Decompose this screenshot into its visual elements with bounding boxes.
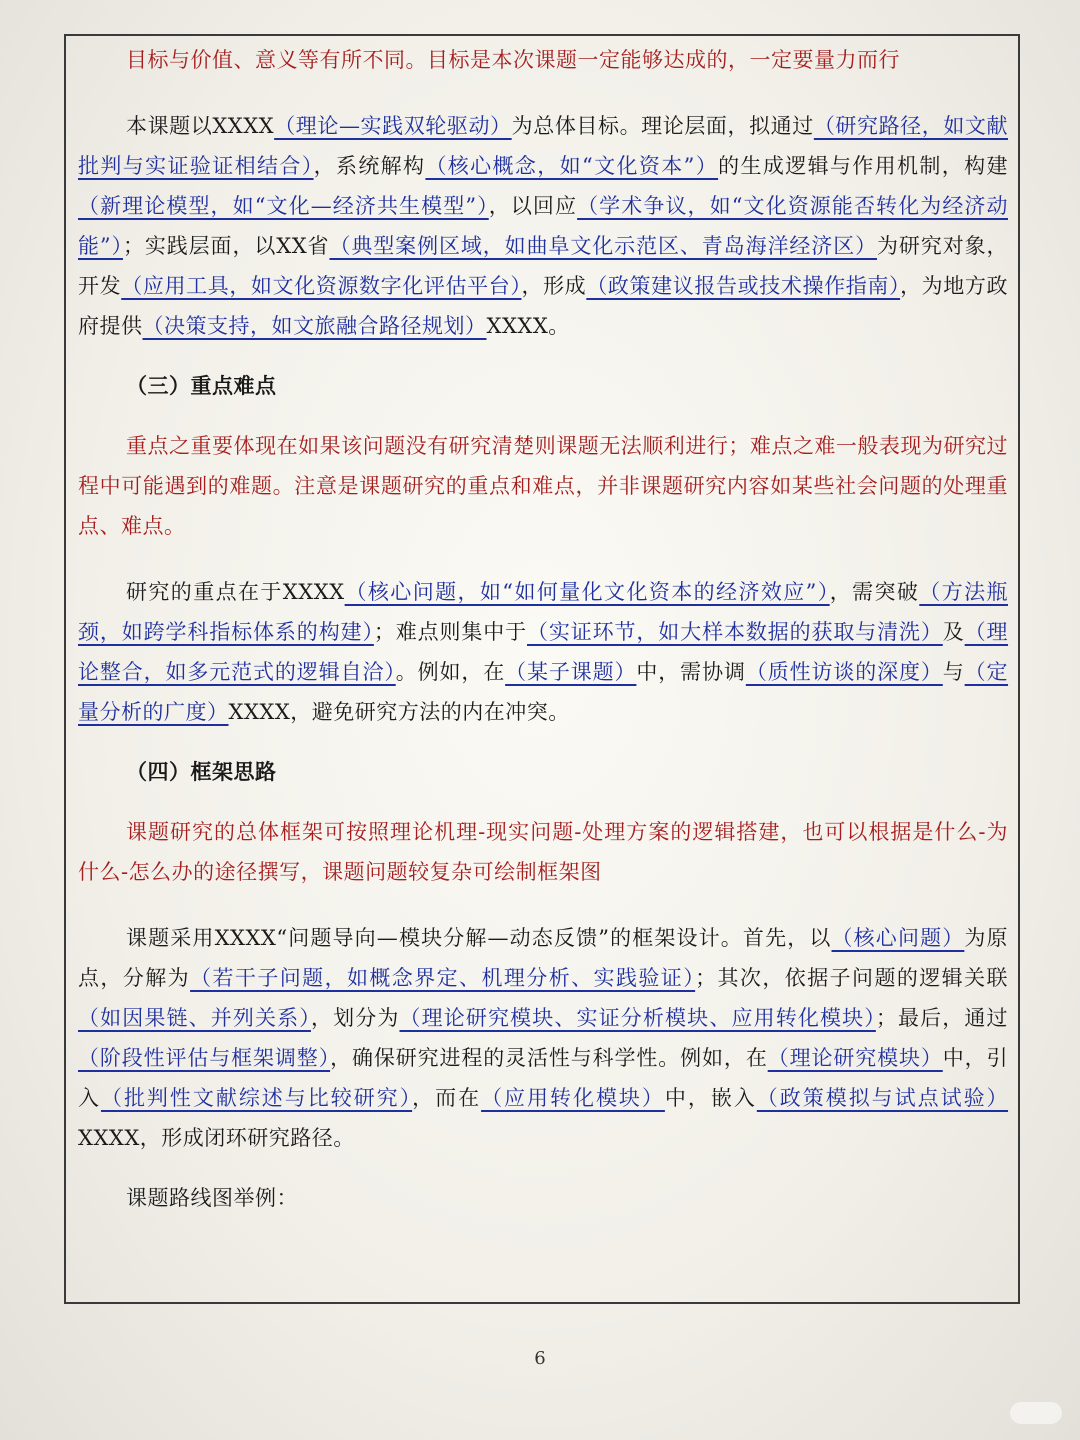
placeholder-hint: （如因果链、并列关系） (78, 1006, 311, 1030)
roadmap-example-label: 课题路线图举例： (126, 1186, 298, 1210)
text-run: ，以回应 (488, 194, 578, 218)
page-number: 6 (534, 1348, 546, 1369)
placeholder-hint: （定量分析的广度） (78, 660, 1009, 724)
text-run: XXXX，形成闭环研究路径。 (78, 1126, 355, 1150)
page-frame (64, 34, 1020, 1304)
placeholder-hint: （学术争议，如“文化资源能否转化为经济动能”） (78, 194, 1008, 258)
key-difficulties-paragraph (78, 572, 1008, 732)
text-run: ，系统解构 (313, 154, 426, 178)
goal-guidance-note: 目标与价值、意义等有所不同。目标是本次课题一定能够达成的，一定要量力而行 (126, 48, 900, 72)
text-run: 课题采用XXXX“问题导向—模块分解—动态反馈”的框架设计。首先，以 (126, 926, 832, 950)
framework-guidance-note: 课题研究的总体框架可按照理论机理-现实问题-处理方案的逻辑搭建，也可以根据是什么-为什么-怎么办的途径撰写，课题问题较复杂可绘制框架图 (78, 820, 1008, 884)
watermark-badge (1010, 1402, 1062, 1424)
text-run: 本课题以XXXX (126, 114, 275, 138)
text-run: 及 (942, 620, 965, 644)
placeholder-hint: （批判性文献综述与比较研究） (100, 1086, 413, 1110)
text-run: ；最后，通过 (875, 1006, 1009, 1030)
placeholder-hint: （应用转化模块） (481, 1086, 665, 1110)
text-run: 为总体目标。理论层面，拟通过 (511, 114, 814, 138)
text-run: 。例如，在 (395, 660, 506, 684)
text-run: XXXX，避免研究方法的内在冲突。 (228, 700, 570, 724)
section-heading-key-difficulties: （三）重点难点 (126, 374, 277, 398)
text-run: 与 (942, 660, 965, 684)
framework-paragraph (78, 918, 1008, 1158)
placeholder-hint: （政策模拟与试点试验） (756, 1086, 1009, 1110)
placeholder-hint: （某子课题） (505, 660, 637, 684)
placeholder-hint: （典型案例区域，如曲阜文化示范区、青岛海洋经济区） (329, 234, 877, 258)
text-run: 中，引入 (78, 1046, 1009, 1110)
text-run: ，确保研究进程的灵活性与科学性。例如，在 (330, 1046, 768, 1070)
text-run: ；实践层面，以XX省 (122, 234, 330, 258)
goal-paragraph (78, 106, 1008, 346)
text-run: ，需突破 (829, 580, 920, 604)
text-run: 研究的重点在于XXXX (126, 580, 345, 604)
section-heading-framework: （四）框架思路 (126, 760, 277, 784)
placeholder-hint: （新理论模型，如“文化—经济共生模型”） (78, 194, 489, 218)
placeholder-hint: （理论整合，如多元范式的逻辑自洽） (78, 620, 1009, 684)
text-run: 的生成逻辑与作用机制，构建 (718, 154, 1009, 178)
placeholder-hint: （决策支持，如文旅融合路径规划） (142, 314, 487, 338)
document-content (78, 40, 1008, 1218)
placeholder-hint: （阶段性评估与框架调整） (78, 1046, 331, 1070)
text-run: ，为地方政府提供 (78, 274, 1009, 338)
text-run: 中，需协调 (636, 660, 746, 684)
text-run: ；难点则集中于 (373, 620, 528, 644)
placeholder-hint: （若干子问题，如概念界定、机理分析、实践验证） (190, 966, 696, 990)
text-run: 中，嵌入 (664, 1086, 757, 1110)
text-run: 为原点，分解为 (78, 926, 1009, 990)
key-difficulties-guidance-note: 重点之重要体现在如果该问题没有研究清楚则课题无法顺利进行；难点之难一般表现为研究过程中可能遇到的难题。注意是课题研究的重点和难点，并非课题研究内容如某些社会问题的处理重点、难点。 (78, 434, 1008, 538)
placeholder-hint: （理论研究模块） (767, 1046, 943, 1070)
placeholder-hint: （方法瓶颈，如跨学科指标体系的构建） (78, 580, 1008, 644)
text-run: ；其次，依据子问题的逻辑关联 (695, 966, 1009, 990)
placeholder-hint: （理论—实践双轮驱动） (274, 114, 512, 138)
placeholder-hint: （核心问题，如“如何量化文化资本的经济效应”） (344, 580, 830, 604)
placeholder-hint: （研究路径，如文献批判与实证验证相结合） (78, 114, 1009, 178)
placeholder-hint: （核心概念，如“文化资本”） (425, 154, 719, 178)
text-run: ，划分为 (310, 1006, 400, 1030)
placeholder-hint: （理论研究模块、实证分析模块、应用转化模块） (399, 1006, 876, 1030)
placeholder-hint: （核心问题） (831, 926, 965, 950)
placeholder-hint: （质性访谈的深度） (745, 660, 943, 684)
text-run: XXXX。 (486, 314, 570, 338)
placeholder-hint: （政策建议报告或技术操作指南） (586, 274, 901, 298)
placeholder-hint: （应用工具，如文化资源数字化评估平台） (121, 274, 522, 298)
text-run: 为研究对象，开发 (78, 234, 1009, 298)
text-run: ，形成 (521, 274, 587, 298)
placeholder-hint: （实证环节，如大样本数据的获取与清洗） (527, 620, 943, 644)
text-run: ，而在 (412, 1086, 482, 1110)
